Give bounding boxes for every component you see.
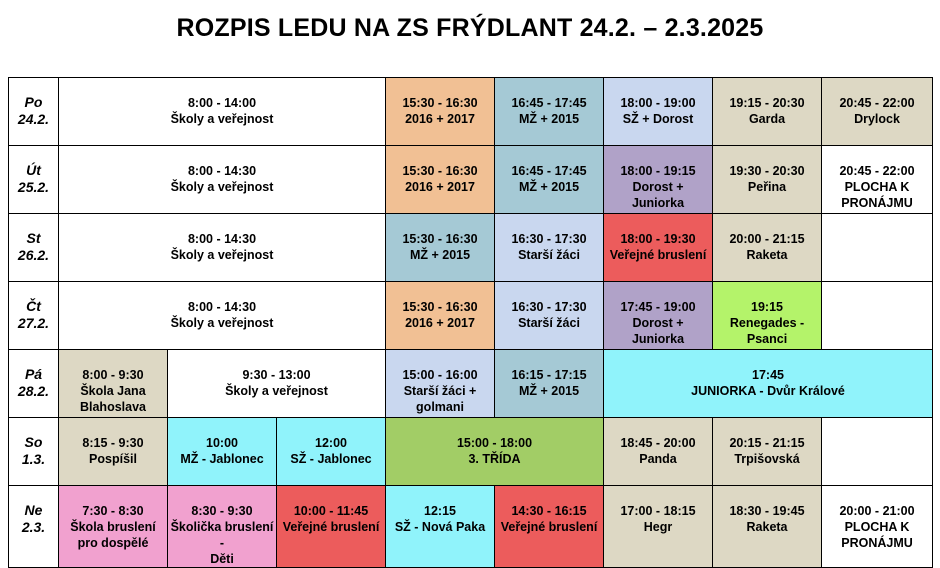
slot-time: 14:30 - 16:15 xyxy=(511,504,587,518)
slot-label: Renegades - xyxy=(729,316,805,330)
day-label-cell xyxy=(9,214,59,282)
schedule-slot xyxy=(604,214,713,282)
slot-time: 8:00 - 14:30 xyxy=(187,232,257,246)
table-row xyxy=(9,78,933,146)
slot-time: 8:00 - 14:30 xyxy=(187,164,257,178)
slot-time: 15:30 - 16:30 xyxy=(402,300,478,314)
slot-time: 12:00 xyxy=(315,436,347,450)
day-label-cell xyxy=(9,418,59,486)
slot-label: Starší žáci xyxy=(518,248,580,262)
schedule-slot xyxy=(59,146,386,214)
schedule-slot xyxy=(386,78,495,146)
slot-label: Školička bruslení - xyxy=(170,520,274,550)
slot-time: 15:00 - 18:00 xyxy=(456,436,533,450)
slot-time: 17:45 - 19:00 xyxy=(620,300,696,314)
slot-time: 8:00 - 14:30 xyxy=(187,300,257,314)
schedule-slot xyxy=(59,282,386,350)
slot-time: 7:30 - 8:30 xyxy=(82,504,144,518)
slot-label: Veřejné bruslení xyxy=(282,520,380,534)
empty-slot xyxy=(822,214,933,282)
table-row xyxy=(9,418,933,486)
page-title: ROZPIS LEDU NA ZS FRÝDLANT 24.2. – 2.3.2025 xyxy=(176,14,764,42)
schedule-slot xyxy=(59,418,168,486)
ice-schedule-table xyxy=(8,77,933,568)
schedule-slot xyxy=(713,78,822,146)
slot-time: 18:00 - 19:15 xyxy=(620,164,696,178)
slot-label: PLOCHA K xyxy=(844,180,910,194)
day-name: So xyxy=(24,434,43,450)
slot-time: 17:00 - 18:15 xyxy=(620,504,696,518)
day-label-cell xyxy=(9,486,59,568)
slot-time: 12:15 xyxy=(424,504,456,518)
slot-label: MŽ + 2015 xyxy=(518,384,580,398)
slot-label: Panda xyxy=(639,452,677,466)
schedule-slot xyxy=(822,78,933,146)
slot-label: 2016 + 2017 xyxy=(405,180,475,194)
slot-time: 16:30 - 17:30 xyxy=(511,232,587,246)
schedule-slot xyxy=(713,214,822,282)
slot-time: 8:00 - 9:30 xyxy=(82,368,144,382)
slot-time: 19:15 - 20:30 xyxy=(729,96,805,110)
day-date: 25.2. xyxy=(17,179,50,195)
slot-label: Psanci xyxy=(746,332,788,346)
schedule-slot xyxy=(168,486,277,568)
slot-label: Peřina xyxy=(747,180,787,194)
slot-time: 8:15 - 9:30 xyxy=(82,436,144,450)
schedule-slot xyxy=(277,486,386,568)
slot-time: 20:45 - 22:00 xyxy=(839,96,915,110)
slot-label: Veřejné bruslení xyxy=(609,248,707,262)
slot-label: SŽ - Nová Paka xyxy=(394,520,486,534)
slot-label: Raketa xyxy=(746,248,788,262)
day-date: 26.2. xyxy=(17,247,50,263)
slot-time: 20:45 - 22:00 xyxy=(839,164,915,178)
slot-label: MŽ + 2015 xyxy=(409,248,471,262)
slot-time: 10:00 - 11:45 xyxy=(293,504,369,518)
schedule-slot xyxy=(495,78,604,146)
day-date: 28.2. xyxy=(17,383,50,399)
day-date: 1.3. xyxy=(21,451,46,467)
schedule-slot xyxy=(495,282,604,350)
slot-time: 18:30 - 19:45 xyxy=(729,504,805,518)
day-date: 24.2. xyxy=(17,111,50,127)
slot-label: 2016 + 2017 xyxy=(405,316,475,330)
schedule-slot xyxy=(277,418,386,486)
schedule-slot xyxy=(59,214,386,282)
schedule-slot xyxy=(59,486,168,568)
slot-time: 15:00 - 16:00 xyxy=(402,368,478,382)
schedule-slot xyxy=(713,282,822,350)
slot-label: Drylock xyxy=(854,112,900,126)
day-label-cell xyxy=(9,282,59,350)
slot-label: SŽ + Dorost xyxy=(622,112,694,126)
schedule-slot xyxy=(495,146,604,214)
schedule-slot xyxy=(59,78,386,146)
slot-label: golmani xyxy=(416,400,464,414)
slot-time: 20:00 - 21:15 xyxy=(729,232,805,246)
day-name: Čt xyxy=(26,298,41,314)
slot-label: SŽ - Jablonec xyxy=(290,452,372,466)
slot-label: PRONÁJMU xyxy=(841,536,913,550)
slot-time: 20:00 - 21:00 xyxy=(839,504,915,518)
slot-time: 18:00 - 19:30 xyxy=(620,232,696,246)
table-row xyxy=(9,486,933,568)
slot-time: 9:30 - 13:00 xyxy=(242,368,311,382)
schedule-slot xyxy=(604,486,713,568)
slot-time: 16:30 - 17:30 xyxy=(511,300,587,314)
slot-label: MŽ - Jablonec xyxy=(180,452,264,466)
slot-time: 16:45 - 17:45 xyxy=(511,96,587,110)
slot-time: 20:15 - 21:15 xyxy=(729,436,805,450)
slot-label: 2016 + 2017 xyxy=(405,112,475,126)
slot-label: Děti xyxy=(210,552,234,566)
slot-label: Školy a veřejnost xyxy=(170,316,274,330)
slot-time: 19:30 - 20:30 xyxy=(729,164,805,178)
slot-label: Škola bruslení xyxy=(70,520,156,534)
schedule-slot xyxy=(822,146,933,214)
schedule-slot xyxy=(386,486,495,568)
slot-time: 15:30 - 16:30 xyxy=(402,96,478,110)
slot-label: Garda xyxy=(748,112,786,126)
day-name: Po xyxy=(24,94,43,110)
slot-label: Veřejné bruslení xyxy=(500,520,598,534)
slot-label: Hegr xyxy=(643,520,673,534)
day-label-cell xyxy=(9,78,59,146)
day-name: Ne xyxy=(24,502,43,518)
schedule-slot xyxy=(386,418,604,486)
schedule-slot xyxy=(604,350,933,418)
slot-label: pro dospělé xyxy=(77,536,149,550)
day-label-cell xyxy=(9,350,59,418)
slot-label: Školy a veřejnost xyxy=(170,180,274,194)
slot-label: Blahoslava xyxy=(79,400,146,414)
table-row xyxy=(9,214,933,282)
slot-label: MŽ + 2015 xyxy=(518,112,580,126)
slot-time: 16:45 - 17:45 xyxy=(511,164,587,178)
slot-label: Dorost + Juniorka xyxy=(631,180,685,210)
schedule-slot xyxy=(168,350,386,418)
day-date: 27.2. xyxy=(17,315,50,331)
slot-label: Starší žáci + xyxy=(403,384,477,398)
empty-slot xyxy=(822,282,933,350)
schedule-slot xyxy=(604,282,713,350)
schedule-slot xyxy=(168,418,277,486)
schedule-slot xyxy=(495,214,604,282)
slot-time: 8:00 - 14:00 xyxy=(187,96,257,110)
empty-slot xyxy=(822,418,933,486)
slot-time: 19:15 xyxy=(751,300,783,314)
schedule-slot xyxy=(59,350,168,418)
slot-label: PLOCHA K xyxy=(844,520,910,534)
slot-label: MŽ + 2015 xyxy=(518,180,580,194)
schedule-slot xyxy=(713,146,822,214)
slot-label: 3. TŘÍDA xyxy=(468,452,521,466)
schedule-slot xyxy=(495,486,604,568)
schedule-slot xyxy=(386,350,495,418)
schedule-slot xyxy=(713,486,822,568)
slot-label: Školy a veřejnost xyxy=(170,248,274,262)
slot-label: PRONÁJMU xyxy=(841,196,913,210)
table-row xyxy=(9,282,933,350)
slot-time: 8:30 - 9:30 xyxy=(191,504,253,518)
table-row xyxy=(9,146,933,214)
slot-time: 18:45 - 20:00 xyxy=(620,436,696,450)
slot-label: Raketa xyxy=(746,520,788,534)
slot-label: JUNIORKA - Dvůr Králové xyxy=(691,384,845,398)
schedule-body xyxy=(9,78,933,568)
schedule-slot xyxy=(822,486,933,568)
schedule-slot xyxy=(386,282,495,350)
schedule-slot xyxy=(386,214,495,282)
day-label-cell xyxy=(9,146,59,214)
day-name: Út xyxy=(26,162,41,178)
slot-label: Škola Jana xyxy=(80,384,146,398)
slot-time: 10:00 xyxy=(206,436,238,450)
schedule-slot xyxy=(386,146,495,214)
slot-label: Školy a veřejnost xyxy=(170,112,274,126)
slot-time: 15:30 - 16:30 xyxy=(402,164,478,178)
day-name: Pá xyxy=(24,366,43,382)
slot-time: 15:30 - 16:30 xyxy=(402,232,478,246)
day-date: 2.3. xyxy=(21,519,46,535)
table-row xyxy=(9,350,933,418)
slot-label: Trpišovská xyxy=(734,452,800,466)
slot-label: Dorost + Juniorka xyxy=(631,316,685,346)
slot-time: 16:15 - 17:15 xyxy=(511,368,587,382)
schedule-slot xyxy=(713,418,822,486)
slot-time: 18:00 - 19:00 xyxy=(620,96,696,110)
slot-time: 17:45 xyxy=(752,368,784,382)
schedule-slot xyxy=(604,418,713,486)
day-name: St xyxy=(26,230,41,246)
schedule-slot xyxy=(604,78,713,146)
schedule-slot xyxy=(604,146,713,214)
slot-label: Pospíšil xyxy=(89,452,137,466)
slot-label: Starší žáci xyxy=(518,316,580,330)
schedule-slot xyxy=(495,350,604,418)
slot-label: Školy a veřejnost xyxy=(225,384,328,398)
